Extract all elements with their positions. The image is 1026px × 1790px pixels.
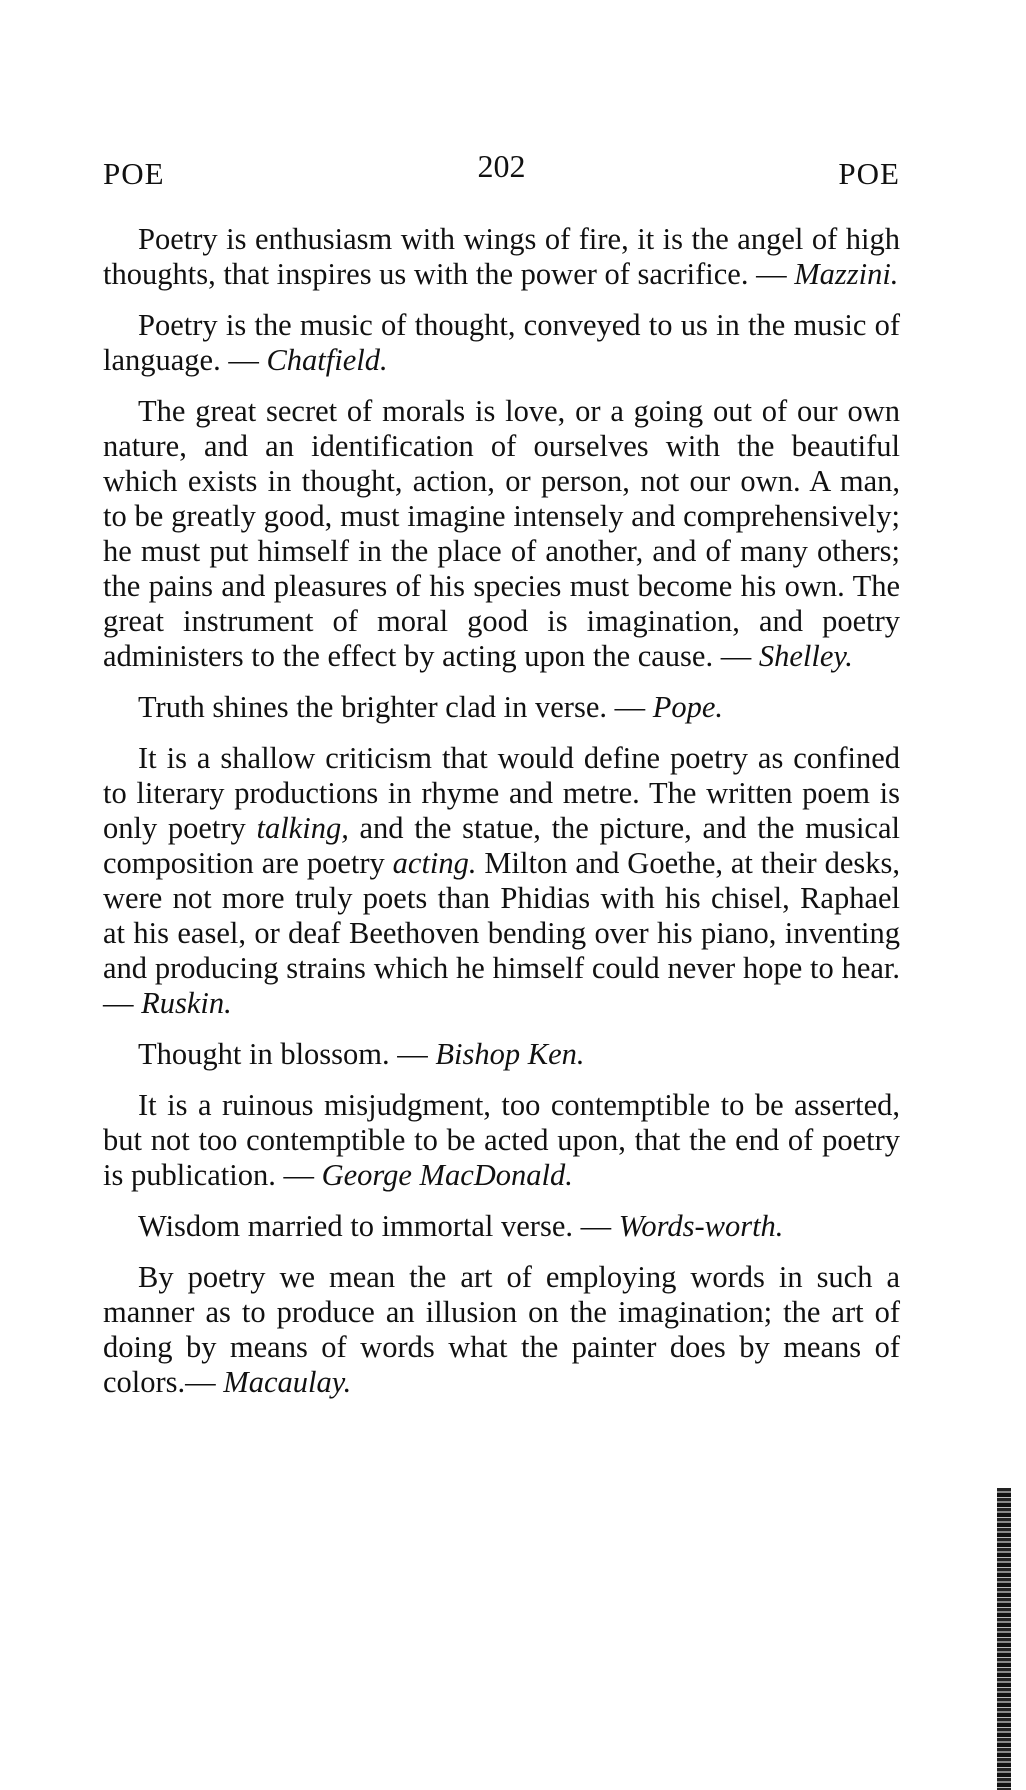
attribution: Macaulay. [223, 1365, 352, 1399]
attribution: Ruskin. [141, 986, 232, 1020]
attribution: Shelley. [758, 639, 853, 673]
page-number: 202 [477, 148, 526, 184]
quote-chatfield: Poetry is the music of thought, conveyed to us in the music of language. — Chatfield. [103, 308, 900, 377]
quotations-body [103, 222, 900, 1416]
attribution: Bishop Ken. [435, 1037, 585, 1071]
emphasis: acting. [392, 846, 477, 880]
scan-edge-mark [997, 1488, 1011, 1790]
quote-macaulay: By poetry we mean the art of employing words in such a manner as to produce an illusion on the imagination; the art of doing by means of words what the painter does by means of colors.— Macaulay. [103, 1260, 900, 1399]
quote-ruskin: It is a shallow criticism that would define poetry as confined to literary productions in rhyme and metre. The written poem is only poetry talking, and the statue, the picture, and the musical composition are poetry acting. Milton and Goethe, at their desks, were not more truly poets than Phidias with his chisel, Raphael at his easel, or deaf Beethoven bending over his piano, inventing and producing strains which he himself could never hope to hear. — Ruskin. [103, 741, 900, 1020]
quote-pope: Truth shines the brighter clad in verse. — Pope. [138, 690, 724, 724]
attribution: Pope. [652, 690, 724, 724]
header-right-title: POE [838, 156, 900, 191]
quote-shelley: The great secret of morals is love, or a going out of our own nature, and an identification of ourselves with the beautiful which exists in thought, action, or person, not our own. A man, to be greatly good, must imagine intensely and comprehensively; he must put himself in the place of another, and of many others; the pains and pleasures of his species must become his own. The great instrument of moral good is imagination, and poetry administers to the effect by acting upon the cause. — Shelley. [103, 394, 900, 673]
emphasis: talking, [256, 811, 349, 845]
attribution: Mazzini. [794, 257, 899, 291]
quote-mazzini: Poetry is enthusiasm with wings of fire, it is the angel of high thoughts, that inspires us with the power of sacrifice. — Mazzini. [103, 222, 900, 291]
quote-macdonald: It is a ruinous misjudgment, too contemptible to be asserted, but not too contemptible to be acted upon, that the end of poetry is publication. — George MacDonald. [103, 1088, 900, 1192]
quote-bishop-ken: Thought in blossom. — Bishop Ken. [138, 1037, 585, 1071]
attribution: Chatfield. [266, 343, 388, 377]
attribution: Words-worth. [618, 1209, 784, 1243]
quote-wordsworth: Wisdom married to immortal verse. — Words-worth. [138, 1209, 784, 1243]
header-left-title: POE [103, 156, 165, 191]
attribution: George MacDonald. [321, 1158, 573, 1192]
running-header [103, 148, 900, 198]
